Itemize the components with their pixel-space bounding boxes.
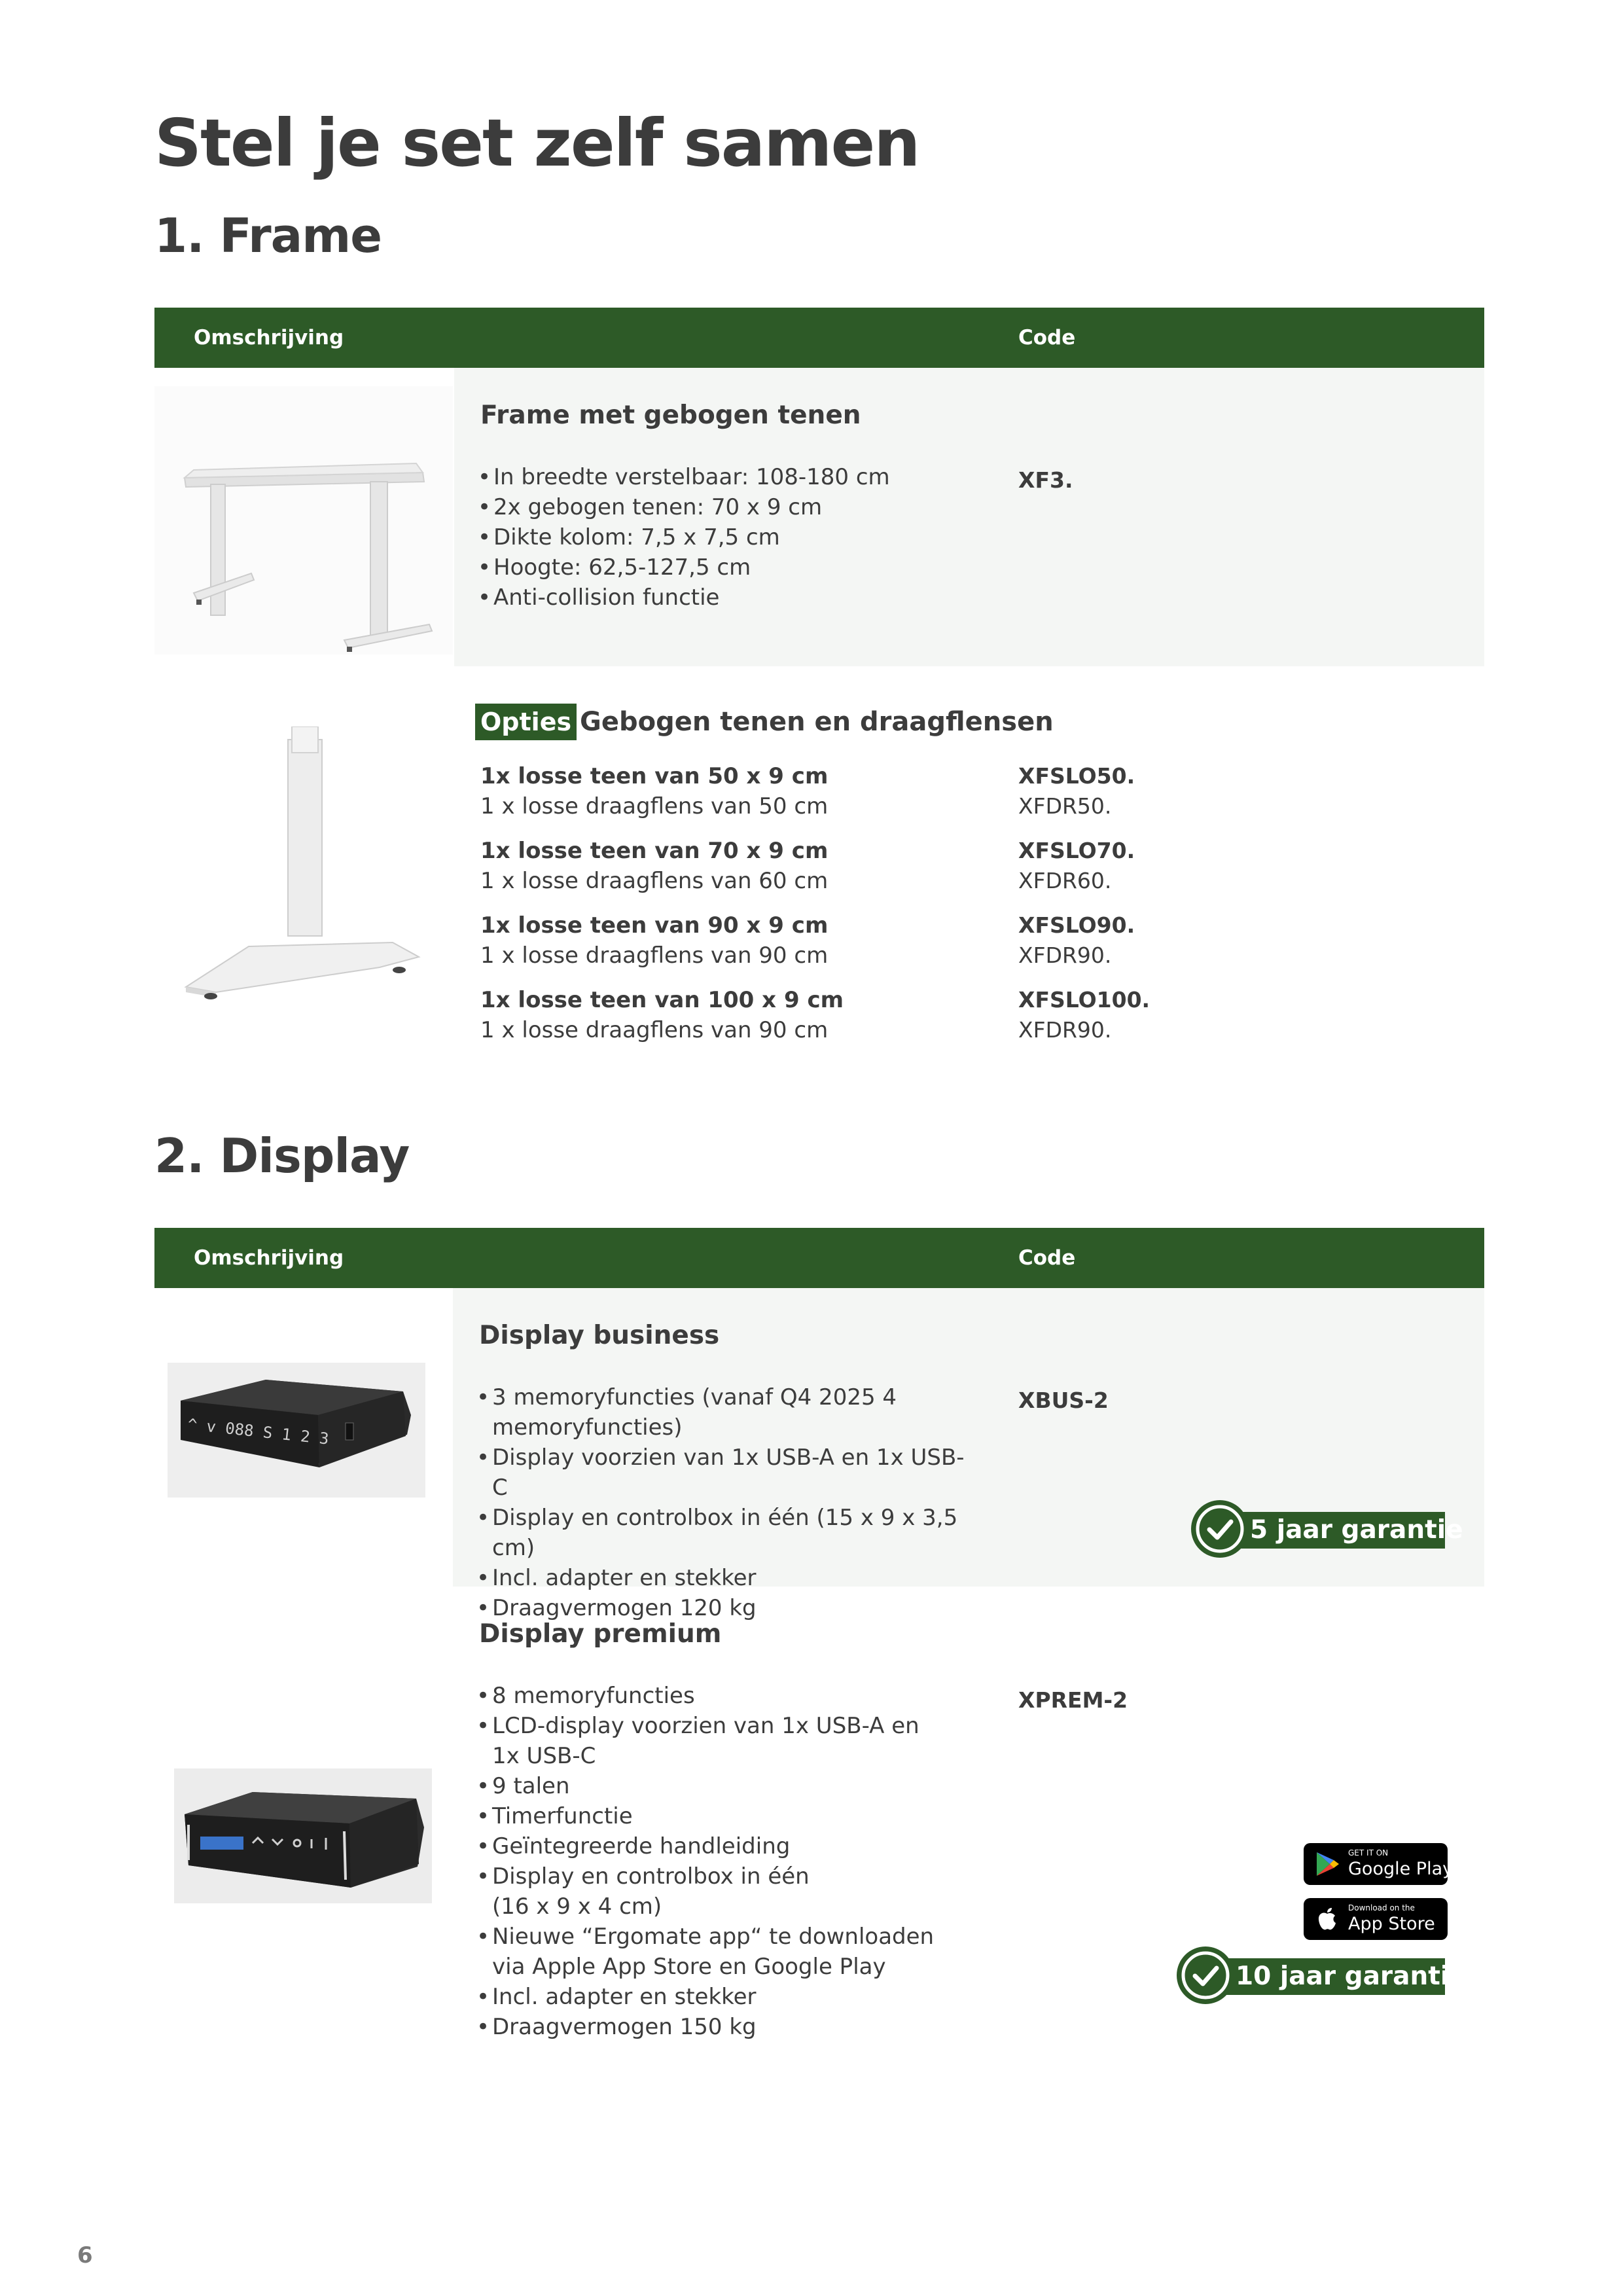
list-item: • Geïntegreerde handleiding (476, 1831, 948, 1861)
business-product-title: Display business (479, 1321, 720, 1350)
option-code: XFSLO70. (1018, 838, 1135, 863)
premium-code: XPREM-2 (1018, 1687, 1128, 1713)
option-code: XFDR90. (1018, 1017, 1112, 1043)
list-item: • Nieuwe “Ergomate app“ te downloaden via Apple App Store en Google Play (476, 1922, 950, 1982)
header-description: Omschrijving (194, 1246, 344, 1270)
header-description: Omschrijving (194, 326, 344, 350)
warranty-label: 10 jaar garantie (1205, 1958, 1445, 1995)
google-play-icon (1314, 1851, 1340, 1877)
premium-bullet-list (476, 1681, 948, 2042)
app-store-button[interactable] (1304, 1898, 1448, 1940)
list-item: • Draagvermogen 150 kg (476, 2012, 948, 2042)
option-line: 1 x losse draagflens van 60 cm (480, 868, 829, 894)
list-item: • LCD-display voorzien van 1x USB-A en 1x USB-C (476, 1711, 948, 1771)
display-premium-image (174, 1768, 432, 1903)
list-item: • Hoogte: 62,5-127,5 cm (478, 552, 988, 583)
option-line: 1 x losse draagflens van 50 cm (480, 793, 829, 819)
list-item: • Anti-collision functie (478, 583, 988, 613)
frame-table-header (154, 308, 1484, 368)
premium-product-title: Display premium (479, 1619, 722, 1649)
business-code: XBUS-2 (1018, 1388, 1109, 1413)
display-screen-text: ^ v 088 S 1 2 3 (187, 1415, 330, 1448)
app-store-label: App Store (1348, 1914, 1435, 1934)
list-item: • In breedte verstelbaar: 108-180 cm (478, 462, 988, 492)
warranty-badge-5 (1190, 1499, 1463, 1559)
warranty-badge-10 (1175, 1945, 1467, 2005)
options-title: Gebogen tenen en draagflensen (580, 707, 1054, 737)
frame-code: XF3. (1018, 467, 1073, 493)
option-line: 1 x losse draagflens van 90 cm (480, 942, 829, 969)
google-play-button[interactable] (1304, 1843, 1454, 1885)
list-item: • Dikte kolom: 7,5 x 7,5 cm (478, 522, 988, 552)
list-item: • 3 memoryfuncties (vanaf Q4 2025 4 memoryfuncties) (476, 1382, 974, 1443)
app-store-small-text: Download on the (1348, 1903, 1415, 1912)
option-line: 1x losse teen van 100 x 9 cm (480, 987, 844, 1013)
option-code: XFSLO90. (1018, 912, 1135, 938)
list-item: • Incl. adapter en stekker (476, 1982, 948, 2012)
list-item: • Draagvermogen 120 kg (476, 1593, 974, 1623)
warranty-label: 5 jaar garantie (1220, 1512, 1445, 1549)
check-seal-icon (1190, 1499, 1250, 1559)
section-title-display: 2. Display (154, 1128, 410, 1183)
option-code: XFDR50. (1018, 793, 1112, 819)
page-title: Stel je set zelf samen (154, 105, 919, 181)
section-title-frame: 1. Frame (154, 208, 382, 263)
options-badge: Opties (475, 704, 577, 740)
list-item: • 8 memoryfuncties (476, 1681, 948, 1711)
google-play-small-text: GET IT ON (1348, 1848, 1389, 1857)
list-item: • Incl. adapter en stekker (476, 1563, 974, 1593)
page-number: 6 (77, 2242, 93, 2269)
list-item: • Display en controlbox in één (16 x 9 x 4 cm) (476, 1861, 819, 1922)
option-code: XFSLO50. (1018, 763, 1135, 789)
header-code: Code (1018, 326, 1076, 350)
check-seal-icon (1175, 1945, 1236, 2005)
option-line: 1x losse teen van 70 x 9 cm (480, 838, 829, 864)
frame-product-title: Frame met gebogen tenen (480, 401, 861, 430)
header-code: Code (1018, 1246, 1076, 1270)
display-business-image (168, 1363, 425, 1498)
google-play-label: Google Play (1348, 1859, 1454, 1879)
option-line: 1x losse teen van 50 x 9 cm (480, 763, 829, 789)
frame-bullet-list (478, 462, 988, 613)
display-table-header (154, 1228, 1484, 1288)
option-line: 1x losse teen van 90 x 9 cm (480, 912, 829, 939)
apple-icon (1314, 1906, 1340, 1932)
option-code: XFDR90. (1018, 942, 1112, 968)
list-item: • 2x gebogen tenen: 70 x 9 cm (478, 492, 988, 522)
list-item: • 9 talen (476, 1771, 948, 1801)
option-code: XFSLO100. (1018, 987, 1150, 1013)
list-item: • Display voorzien van 1x USB-A en 1x USB-C (476, 1443, 974, 1503)
business-bullet-list (476, 1382, 974, 1623)
list-item: • Display en controlbox in één (15 x 9 x 3,5 cm) (476, 1503, 974, 1563)
frame-side-image (177, 726, 425, 1001)
frame-image (154, 386, 453, 655)
option-line: 1 x losse draagflens van 90 cm (480, 1017, 829, 1043)
option-code: XFDR60. (1018, 868, 1112, 893)
list-item: • Timerfunctie (476, 1801, 948, 1831)
